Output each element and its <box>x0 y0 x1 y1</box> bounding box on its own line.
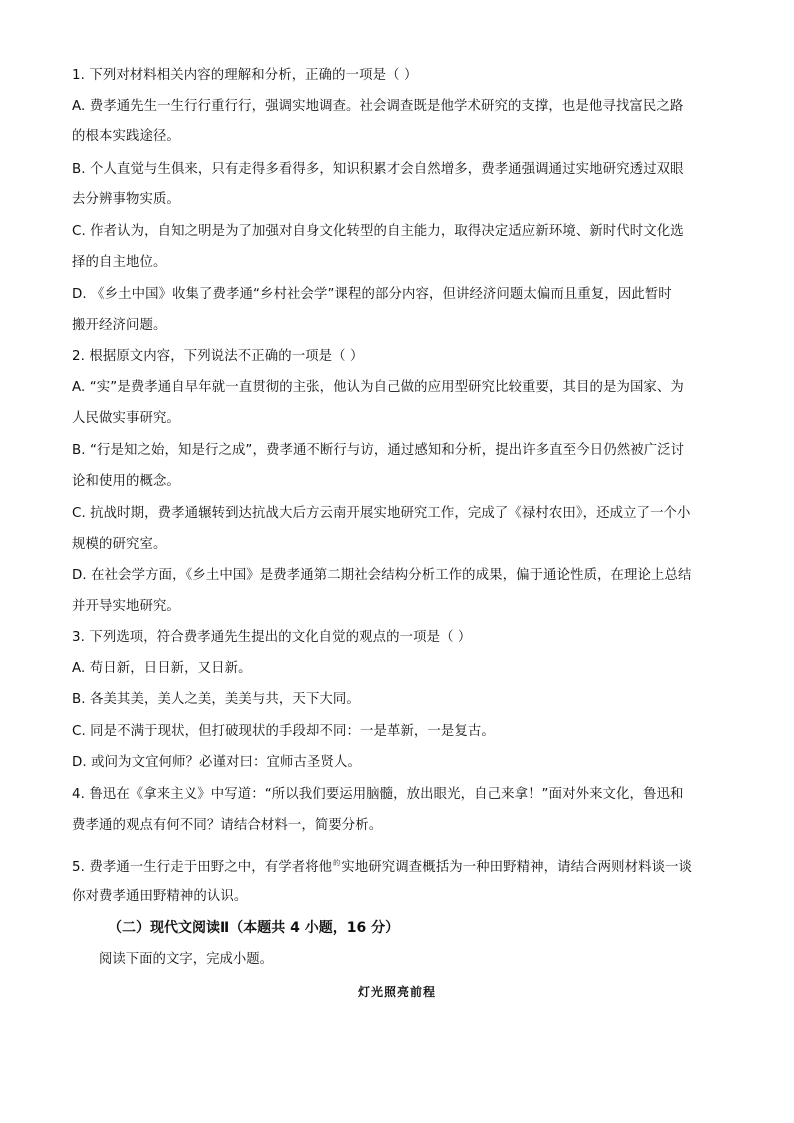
question-3-option-d: D. 或问为文宜何师？必谨对曰：宜师古圣贤人。 <box>72 755 361 770</box>
question-4-line1: 4. 鲁迅在《拿来主义》中写道：“所以我们要运用脑髓，放出眼光，自己来拿！”面对外来文化，鲁迅和 <box>72 787 684 802</box>
question-2-option-d-line2: 并开导实地研究。 <box>72 599 180 614</box>
question-1-option-d-line2: 搬开经济问题。 <box>72 318 167 333</box>
question-5-line1-start: 5. 费孝通一生行走于田野之中，有学者将他 <box>72 860 333 875</box>
question-3-stem: 3. 下列选项，符合费孝通先生提出的文化自觉的观点的一项是（ ） <box>72 630 472 645</box>
question-5-small-mark: 的 <box>333 859 341 867</box>
section-heading: （二）现代文阅读Ⅱ（本题共 4 小题，16 分） <box>108 920 400 936</box>
question-2-option-a-line2: 人民做实事研究。 <box>72 411 180 426</box>
question-1-option-d-line1: D. 《乡土中国》收集了费孝通“乡村社会学”课程的部分内容，但讲经济问题太偏而且重复，因此暂时 <box>72 287 672 302</box>
question-1-option-b-line2: 去分辨事物实质。 <box>72 192 180 207</box>
section-instruction: 阅读下面的文字，完成小题。 <box>99 952 274 967</box>
question-1-option-b-line1: B. 个人直觉与生俱来，只有走得多看得多，知识积累才会自然增多，费孝通强调通过实地研究透过双眼 <box>72 162 684 177</box>
question-5-line2: 你对费孝通田野精神的认识。 <box>72 889 248 904</box>
question-3-option-c: C. 同是不满于现状，但打破现状的手段却不同：一是革新，一是复古。 <box>72 724 495 739</box>
question-1-option-c-line2: 择的自主地位。 <box>72 255 167 270</box>
question-2-option-c-line2: 规模的研究室。 <box>72 537 167 552</box>
question-1-option-a-line1: A. 费孝通先生一生行行重行行，强调实地调查。社会调查既是他学术研究的支撑，也是他寻找富民之路 <box>72 99 684 114</box>
question-1-stem: 1. 下列对材料相关内容的理解和分析，正确的一项是（ ） <box>72 68 418 83</box>
question-1-option-c-line1: C. 作者认为，自知之明是为了加强对自身文化转型的自主能力，取得决定适应新环境、新时代时文化选 <box>72 224 684 239</box>
question-2-option-a-line1: A. “实”是费孝通自早年就一直贯彻的主张，他认为自己做的应用型研究比较重要，其目的是为国家、为 <box>72 380 684 395</box>
question-1-option-a-line2: 的根本实践途径。 <box>72 129 180 144</box>
question-2-option-b-line1: B. “行是知之始，知是行之成”，费孝通不断行与访，通过感知和分析，提出许多直至今日仍然被广泛讨 <box>72 443 685 458</box>
question-3-option-b: B. 各美其美，美人之美，美美与共，天下大同。 <box>72 692 360 707</box>
question-2-option-b-line2: 论和使用的概念。 <box>72 474 180 489</box>
question-2-stem: 2. 根据原文内容，下列说法不正确的一项是（ ） <box>72 349 364 364</box>
question-3-option-a: A. 苟日新，日日新，又日新。 <box>72 661 252 676</box>
article-title: 灯光照亮前程 <box>357 985 436 999</box>
question-5-line1 <box>72 853 692 878</box>
question-2-option-d-line1: D. 在社会学方面，《乡土中国》是费孝通第二期社会结构分析工作的成果，偏于通论性质，在理论上总结 <box>72 568 692 583</box>
question-4-line2: 费孝通的观点有何不同？请结合材料一，简要分析。 <box>72 818 383 833</box>
question-2-option-c-line1: C. 抗战时期，费孝通辗转到达抗战大后方云南开展实地研究工作，完成了《禄村农田》，还成立了一个小 <box>72 506 691 521</box>
question-5-line1-end: 实地研究调查概括为一种田野精神，请结合两则材料谈一谈 <box>341 860 693 875</box>
